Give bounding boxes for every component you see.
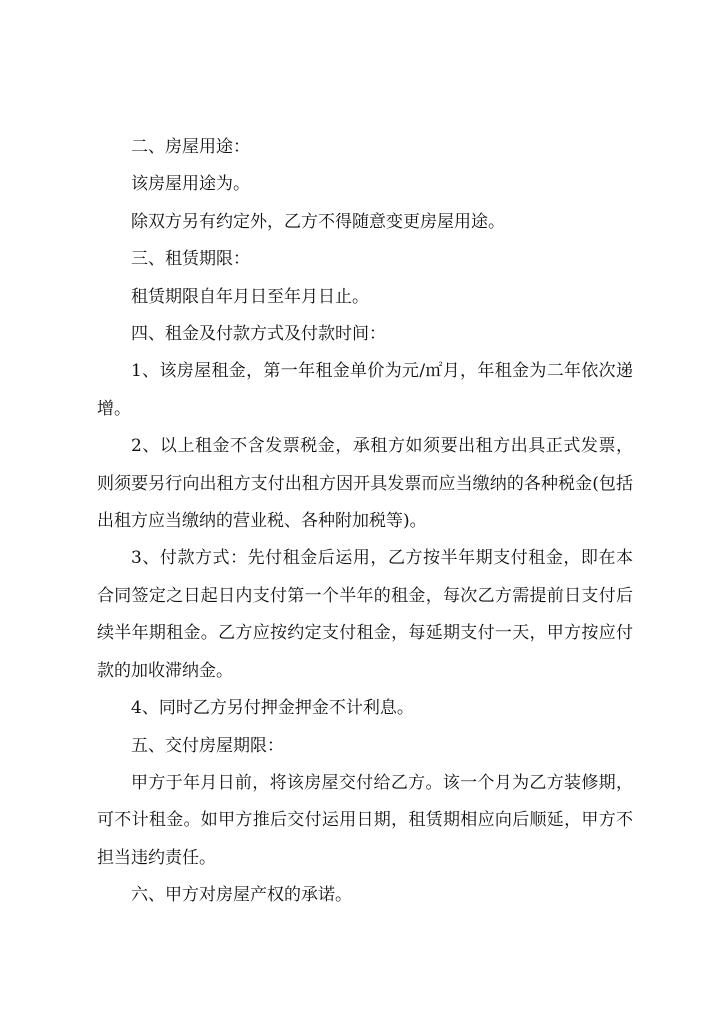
- section-heading-term: 三、租赁期限：: [131, 249, 250, 270]
- section-heading-usage: 二、房屋用途：: [131, 137, 250, 157]
- paragraph-delivery: 甲方于年月日前，将该房屋交付给乙方。该一个月为乙方装修期，可不计租金。如甲方推后交付运用日期，租赁期相应向后顺延，甲方不担当违约责任。: [97, 772, 633, 868]
- paragraph-rent-3: 3、付款方式：先付租金后运用，乙方按半年期支付租金，即在本合同签定之日起日内支付第一个半年的租金，每次乙方需提前日支付后续半年期租金。乙方应按约定支付租金，每延期支付一天，甲方按应付款的加收滞纳金。: [97, 548, 633, 681]
- section-heading-rent: 四、租金及付款方式及付款时间：: [131, 324, 386, 345]
- document-body: [97, 129, 633, 915]
- paragraph-term: 租赁期限自年月日至年月日止。: [131, 286, 369, 307]
- paragraph-usage-restriction: 除双方另有约定外，乙方不得随意变更房屋用途。: [131, 211, 505, 232]
- paragraph-rent-1: 1、该房屋租金，第一年租金单价为元/㎡月，年租金为二年依次递增。: [97, 361, 633, 419]
- paragraph-rent-4: 4、同时乙方另付押金押金不计利息。: [131, 698, 414, 719]
- section-heading-delivery: 五、交付房屋期限：: [131, 735, 284, 756]
- section-heading-ownership: 六、甲方对房屋产权的承诺。: [131, 885, 352, 906]
- paragraph-usage: 该房屋用途为。: [131, 174, 250, 195]
- paragraph-rent-2: 2、以上租金不含发票税金，承租方如须要出租方出具正式发票，则须要另行向出租方支付出租方因开具发票而应当缴纳的各种税金(包括出租方应当缴纳的营业税、各种附加税等)。: [97, 436, 633, 532]
